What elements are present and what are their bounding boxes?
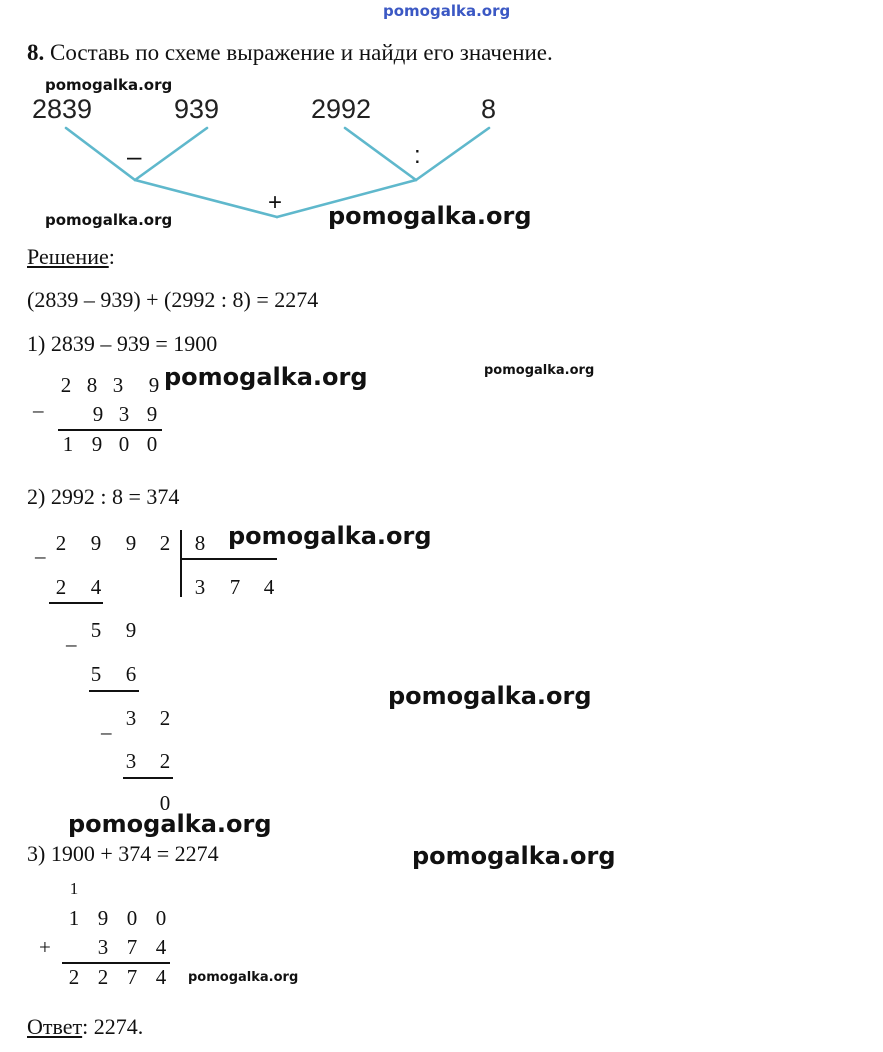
answer-value: : 2274.: [82, 1014, 144, 1039]
task-number: 8.: [27, 40, 45, 65]
top-watermark: pomogalka.org: [383, 2, 511, 20]
watermark-7: pomogalka.org: [388, 682, 592, 710]
dividend-digit: 2: [55, 531, 67, 555]
scheme-line-1: [66, 128, 135, 180]
add-digit: 1: [68, 906, 80, 930]
scheme-minus-sign: –: [127, 141, 142, 171]
div-sign-3: –: [101, 720, 112, 744]
dividend-digit: 2: [159, 531, 171, 555]
scheme-number-2839: 2839: [32, 94, 93, 124]
sub-digit: 2: [60, 373, 72, 397]
rem1-digit: 9: [125, 618, 137, 642]
div-sign-2: –: [66, 632, 77, 656]
quotient-digit: 3: [194, 575, 206, 599]
dividend-digit: 9: [125, 531, 137, 555]
sub3-digit: 2: [159, 749, 171, 773]
sub-result-digit: 1: [62, 432, 74, 456]
sub-underline: [58, 429, 162, 431]
add-digit: 4: [155, 935, 167, 959]
carry-digit: 1: [69, 879, 79, 898]
rem2-digit: 3: [125, 706, 137, 730]
solution-colon: :: [108, 244, 115, 269]
watermark-5: pomogalka.org: [484, 363, 595, 378]
division-bar: [180, 530, 182, 597]
watermark-8: pomogalka.org: [68, 810, 272, 838]
sub2-digit: 6: [125, 662, 137, 686]
scheme-line-2: [135, 128, 207, 180]
sub3-digit: 3: [125, 749, 137, 773]
watermark-3: pomogalka.org: [328, 202, 532, 230]
scheme-number-939: 939: [174, 94, 220, 124]
task-text: Составь по схеме выражение и найди его значение.: [50, 40, 553, 65]
answer-label: Ответ: [27, 1014, 83, 1039]
add-digit: 3: [97, 935, 109, 959]
sub1-digit: 2: [55, 575, 67, 599]
add-digit: 7: [126, 935, 138, 959]
sub-result-digit: 9: [91, 432, 103, 456]
solution-label: Решение: [27, 244, 109, 269]
sub-result-digit: 0: [118, 432, 130, 456]
solution-expression: (2839 – 939) + (2992 : 8) = 2274: [27, 287, 319, 312]
sub2-digit: 5: [90, 662, 102, 686]
watermark-6: pomogalka.org: [228, 522, 432, 550]
watermark-4: pomogalka.org: [164, 363, 368, 391]
remainder: 0: [159, 791, 171, 815]
add-result-digit: 7: [126, 965, 138, 989]
add-result-digit: 2: [97, 965, 109, 989]
rem2-digit: 2: [159, 706, 171, 730]
watermark-10: pomogalka.org: [188, 970, 299, 985]
sub-digit: 3: [118, 402, 130, 426]
add-sign: +: [39, 935, 51, 959]
rem1-digit: 5: [90, 618, 102, 642]
dividend-digit: 9: [90, 531, 102, 555]
step-3: 3) 1900 + 374 = 2274: [27, 841, 219, 866]
watermark-1: pomogalka.org: [45, 76, 173, 94]
add-digit: 0: [155, 906, 167, 930]
div-underline-2: [89, 690, 139, 692]
add-underline: [62, 962, 170, 964]
quotient-digit: 7: [229, 575, 241, 599]
scheme-plus-sign: +: [268, 189, 283, 216]
add-result-digit: 4: [155, 965, 167, 989]
sub-sign: –: [33, 398, 44, 422]
divisor: 8: [194, 531, 206, 555]
step-2: 2) 2992 : 8 = 374: [27, 484, 180, 509]
watermark-2: pomogalka.org: [45, 211, 173, 229]
sub-digit: 9: [92, 402, 104, 426]
quotient-digit: 4: [263, 575, 275, 599]
div-underline-1: [49, 602, 103, 604]
add-result-digit: 2: [68, 965, 80, 989]
scheme-number-2992: 2992: [311, 94, 372, 124]
scheme-number-8: 8: [481, 94, 497, 124]
step-1: 1) 2839 – 939 = 1900: [27, 331, 218, 356]
sub1-digit: 4: [90, 575, 102, 599]
scheme-line-4: [416, 128, 489, 180]
add-digit: 9: [97, 906, 109, 930]
sub-digit: 3: [112, 373, 124, 397]
watermark-9: pomogalka.org: [412, 842, 616, 870]
solution-heading: [27, 244, 115, 270]
add-digit: 0: [126, 906, 138, 930]
div-underline-3: [123, 777, 173, 779]
scheme-line-3: [345, 128, 416, 180]
sub-digit: 9: [148, 373, 160, 397]
quotient-line: [180, 558, 277, 560]
sub-digit: 9: [146, 402, 158, 426]
answer-line: [27, 1014, 143, 1040]
div-sign-1: –: [35, 544, 46, 568]
scheme-divide-sign: :: [414, 142, 421, 169]
sub-result-digit: 0: [146, 432, 158, 456]
sub-digit: 8: [86, 373, 98, 397]
